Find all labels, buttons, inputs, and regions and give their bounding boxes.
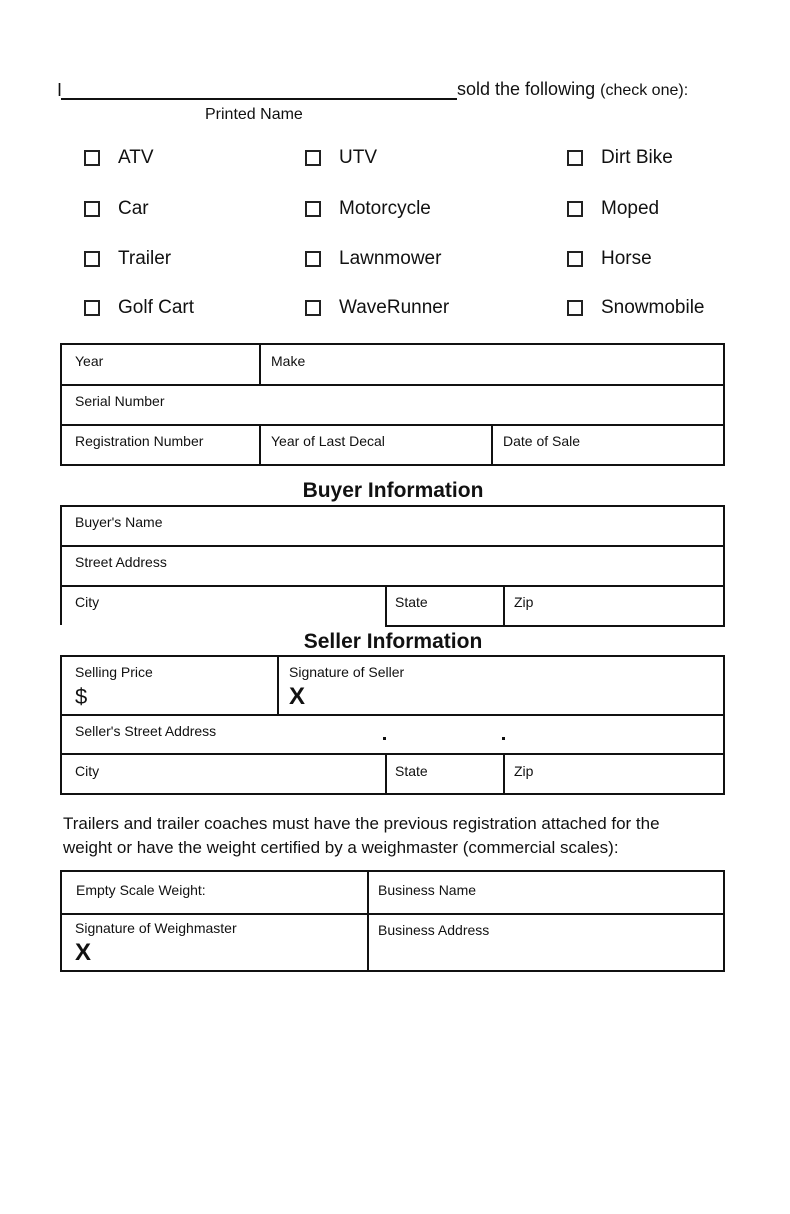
checkbox-label: Dirt Bike [601, 147, 673, 168]
signature-x-mark: X [289, 683, 306, 710]
buyer-street-address-field[interactable] [60, 545, 725, 587]
serial-number-field[interactable] [60, 384, 725, 426]
checkbox-label: Moped [601, 198, 660, 219]
checkbox-trailer[interactable] [84, 248, 171, 270]
buyer-street-address-label: Street Address [75, 554, 167, 570]
buyer-name-label: Buyer's Name [75, 514, 163, 530]
checkbox-label: ATV [118, 147, 154, 168]
business-address-label: Business Address [378, 922, 490, 938]
seller-zip-field[interactable] [503, 753, 725, 795]
seller-signature-label: Signature of Seller [289, 664, 405, 680]
serial-number-label: Serial Number [75, 393, 165, 409]
checkbox-icon[interactable] [567, 251, 583, 267]
checkbox-car[interactable] [84, 198, 149, 220]
seller-zip-label: Zip [514, 763, 534, 779]
empty-scale-weight-field[interactable] [60, 870, 369, 915]
date-of-sale-field[interactable] [491, 424, 725, 466]
signature-x-mark: X [75, 939, 92, 966]
checkbox-label: Car [118, 198, 149, 219]
checkbox-label: Trailer [118, 248, 172, 269]
checkbox-icon[interactable] [567, 150, 583, 166]
checkbox-atv[interactable] [84, 147, 154, 169]
buyer-city-field[interactable] [60, 585, 387, 625]
buyer-city-label: City [75, 594, 100, 610]
checkbox-golf-cart[interactable] [84, 297, 194, 319]
checkbox-label: Snowmobile [601, 297, 705, 318]
checkbox-icon[interactable] [567, 201, 583, 217]
checkbox-icon[interactable] [84, 300, 100, 316]
checkbox-icon[interactable] [305, 300, 321, 316]
buyer-name-field[interactable] [60, 505, 725, 547]
separator-dot [383, 737, 386, 740]
seller-state-label: State [395, 763, 428, 779]
checkbox-label: Golf Cart [118, 297, 195, 318]
year-of-last-decal-field[interactable] [259, 424, 493, 466]
seller-state-field[interactable] [385, 753, 505, 795]
make-label: Make [271, 353, 306, 369]
printed-name-label: Printed Name [205, 106, 303, 123]
buyer-state-field[interactable] [385, 585, 505, 627]
sold-statement [457, 79, 688, 101]
seller-street-address-label: Seller's Street Address [75, 723, 217, 739]
buyer-state-label: State [395, 594, 428, 610]
sold-text: sold the following [457, 79, 596, 99]
checkbox-snowmobile[interactable] [567, 297, 705, 319]
buyer-zip-label: Zip [514, 594, 534, 610]
checkbox-label: Horse [601, 248, 652, 269]
checkbox-icon[interactable] [305, 201, 321, 217]
registration-number-label: Registration Number [75, 433, 204, 449]
checkbox-icon[interactable] [84, 150, 100, 166]
registration-number-field[interactable] [60, 424, 261, 466]
dollar-sign: $ [75, 684, 88, 709]
separator-dot [502, 737, 505, 740]
checkbox-label: UTV [339, 147, 377, 168]
buyer-zip-field[interactable] [503, 585, 725, 627]
checkbox-waverunner[interactable] [305, 297, 449, 319]
checkbox-icon[interactable] [305, 251, 321, 267]
checkbox-utv[interactable] [305, 147, 377, 169]
seller-street-address-field[interactable] [60, 714, 725, 755]
business-name-label: Business Name [378, 882, 477, 898]
empty-scale-weight-label: Empty Scale Weight: [76, 882, 206, 898]
checkbox-label: Lawnmower [339, 248, 442, 269]
weighmaster-signature-field[interactable] [60, 913, 369, 972]
checkbox-icon[interactable] [567, 300, 583, 316]
make-field[interactable] [259, 343, 725, 386]
intro-pronoun: I [57, 80, 63, 100]
checkbox-label: WaveRunner [339, 297, 450, 318]
weight-note: Trailers and trailer coaches must have the previous registration attached for the weight or have the weight certified by a weighmaster (commercial scales): [63, 814, 660, 857]
selling-price-field[interactable] [60, 655, 279, 716]
checkbox-label: Motorcycle [339, 198, 431, 219]
checkbox-icon[interactable] [84, 201, 100, 217]
year-label: Year [75, 353, 104, 369]
seller-signature-field[interactable] [277, 655, 725, 716]
check-one-hint: (check one): [600, 82, 689, 99]
year-of-last-decal-label: Year of Last Decal [271, 433, 385, 449]
checkbox-icon[interactable] [305, 150, 321, 166]
buyer-information-title: Buyer Information [302, 479, 484, 502]
checkbox-motorcycle[interactable] [305, 198, 431, 220]
year-field[interactable] [60, 343, 261, 386]
seller-information-title: Seller Information [303, 630, 483, 653]
checkbox-horse[interactable] [567, 248, 652, 270]
checkbox-icon[interactable] [84, 251, 100, 267]
business-address-field[interactable] [367, 913, 725, 972]
weighmaster-signature-label: Signature of Weighmaster [75, 920, 237, 936]
date-of-sale-label: Date of Sale [503, 433, 581, 449]
seller-city-field[interactable] [60, 753, 387, 795]
checkbox-lawnmower[interactable] [305, 248, 441, 270]
selling-price-label: Selling Price [75, 664, 153, 680]
checkbox-dirt-bike[interactable] [567, 147, 673, 169]
checkbox-moped[interactable] [567, 198, 659, 220]
business-name-field[interactable] [367, 870, 725, 915]
seller-city-label: City [75, 763, 100, 779]
printed-name-field[interactable] [61, 98, 457, 100]
